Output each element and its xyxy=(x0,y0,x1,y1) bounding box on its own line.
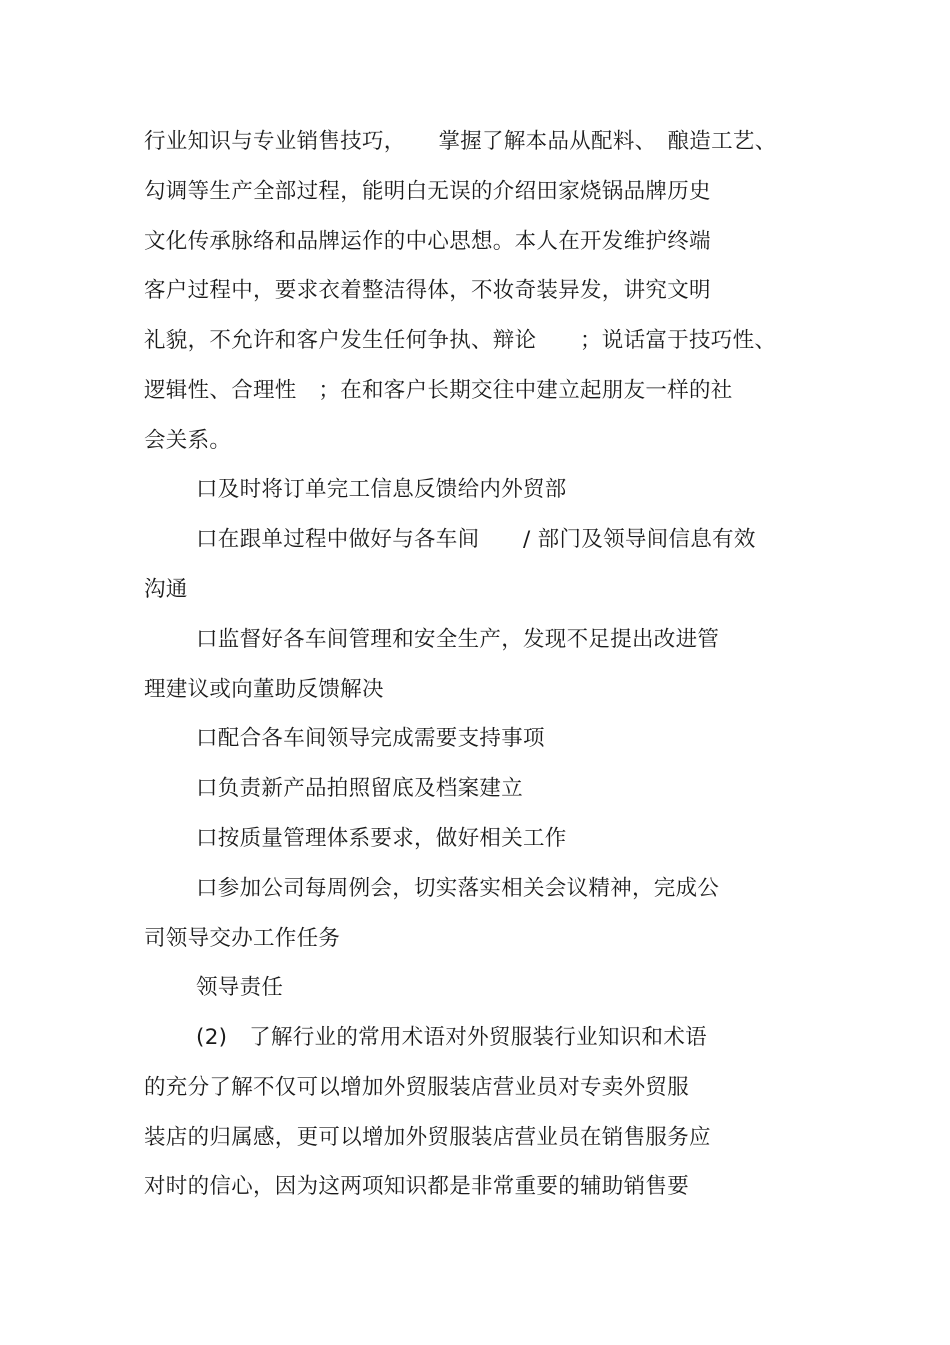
text-line: 客户过程中，要求衣着整洁得体，不妆奇装异发，讲究文明 xyxy=(144,278,711,303)
bullet-line: 口监督好各车间管理和安全生产，发现不足提出改进管 xyxy=(196,627,720,652)
text-line: 对时的信心，因为这两项知识都是非常重要的辅助销售要 xyxy=(144,1174,690,1199)
text-line: 行业知识与专业销售技巧， 掌握了解本品从配料、 酿造工艺、 xyxy=(144,129,777,154)
bullet-line: 口在跟单过程中做好与各车间 / 部门及领导间信息有效 xyxy=(196,527,756,552)
bullet-line: 口按质量管理体系要求，做好相关工作 xyxy=(196,826,567,851)
text-line: 理建议或向董助反馈解决 xyxy=(144,677,384,702)
text-line: 的充分了解不仅可以增加外贸服装店营业员对专卖外贸服 xyxy=(144,1075,690,1100)
text-line: 勾调等生产全部过程，能明白无误的介绍田家烧锅品牌历史 xyxy=(144,179,711,204)
text-line: 司领导交办工作任务 xyxy=(144,926,341,951)
text-line: 装店的归属感，更可以增加外贸服装店营业员在销售服务应 xyxy=(144,1125,711,1150)
text-line: 沟通 xyxy=(144,577,188,602)
text-line: 逻辑性、合理性 ；在和客户长期交往中建立起朋友一样的社 xyxy=(144,378,733,403)
text-line: 文化传承脉络和品牌运作的中心思想。本人在开发维护终端 xyxy=(144,229,711,254)
bullet-line: 口负责新产品拍照留底及档案建立 xyxy=(196,776,524,801)
numbered-paragraph: (2) 了解行业的常用术语对外贸服装行业知识和术语 xyxy=(196,1025,707,1050)
bullet-line: 口配合各车间领导完成需要支持事项 xyxy=(196,726,545,751)
text-line: 会关系。 xyxy=(144,428,232,453)
bullet-line: 口及时将订单完工信息反馈给内外贸部 xyxy=(196,477,567,502)
bullet-line: 口参加公司每周例会，切实落实相关会议精神，完成公 xyxy=(196,876,720,901)
text-line: 礼貌，不允许和客户发生任何争执、辩论 ；说话富于技巧性、 xyxy=(144,328,777,353)
section-heading: 领导责任 xyxy=(196,975,284,1000)
